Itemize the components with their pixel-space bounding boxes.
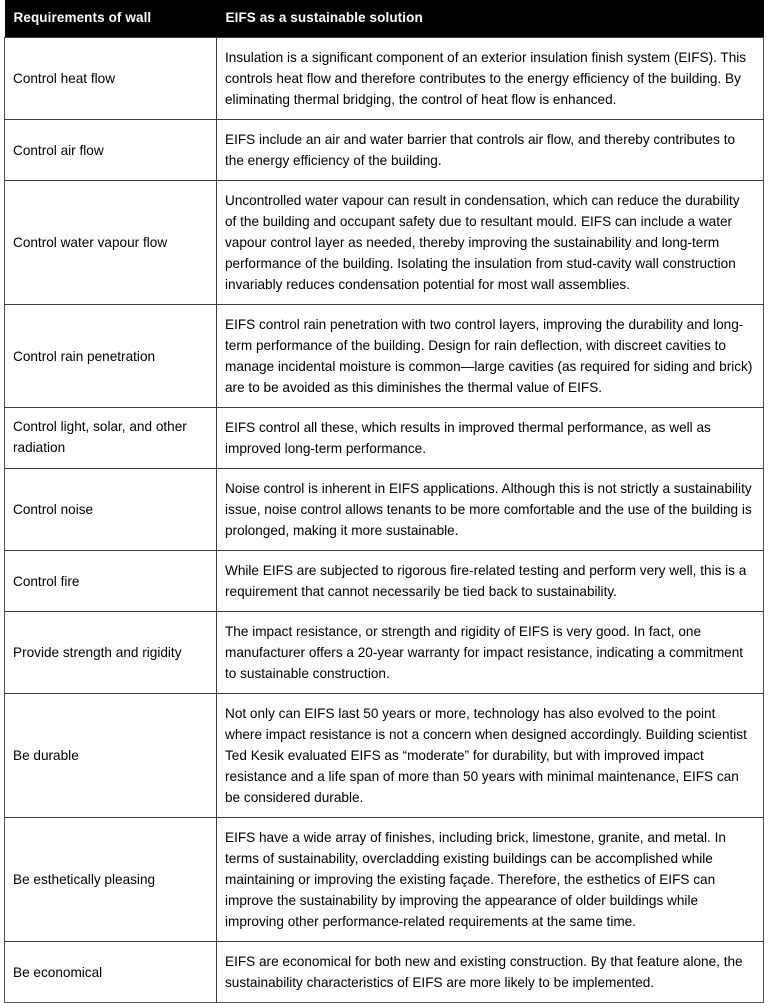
table-body — [5, 38, 764, 1003]
cell-requirement: Control rain penetration — [5, 305, 217, 408]
table-row — [5, 469, 764, 551]
cell-requirement: Control light, solar, and other radiation — [5, 408, 217, 469]
cell-requirement: Be economical — [5, 942, 217, 1003]
cell-solution: EIFS control all these, which results in improved thermal performance, as well as improved long-term performance. — [217, 408, 764, 469]
cell-requirement: Control fire — [5, 551, 217, 612]
table-header-row — [5, 0, 764, 38]
cell-requirement: Control air flow — [5, 120, 217, 181]
cell-solution: Uncontrolled water vapour can result in condensation, which can reduce the durability of the building and occupant safety due to resultant mould. EIFS can include a water vapour control layer as needed, thereby improving the sustainability and long-term performance of the building. Isolating the insulation from stud-cavity wall construction invariably reduces condensation potential for most wall assemblies. — [217, 181, 764, 305]
table-row — [5, 694, 764, 818]
requirements-table — [4, 0, 764, 1003]
cell-solution: EIFS control rain penetration with two control layers, improving the durability and long-term performance of the building. Design for rain deflection, with discreet cavities to manage incidental moisture is common—large cavities (as required for siding and brick) are to be avoided as this diminishes the thermal value of EIFS. — [217, 305, 764, 408]
table-row — [5, 942, 764, 1003]
cell-solution: Noise control is inherent in EIFS applications. Although this is not strictly a sustainability issue, noise control allows tenants to be more comfortable and the use of the building is prolonged, making it more sustainable. — [217, 469, 764, 551]
table-row — [5, 818, 764, 942]
table-row — [5, 181, 764, 305]
table-header — [5, 0, 764, 38]
cell-solution: The impact resistance, or strength and rigidity of EIFS is very good. In fact, one manufacturer offers a 20-year warranty for impact resistance, indicating a commitment to sustainable construction. — [217, 612, 764, 694]
cell-requirement: Be esthetically pleasing — [5, 818, 217, 942]
cell-solution: EIFS include an air and water barrier that controls air flow, and thereby contributes to the energy efficiency of the building. — [217, 120, 764, 181]
requirements-table-container — [4, 0, 764, 1003]
column-header-eifs-solution: EIFS as a sustainable solution — [217, 0, 764, 38]
table-row — [5, 408, 764, 469]
cell-requirement: Control heat flow — [5, 38, 217, 120]
cell-solution: EIFS have a wide array of finishes, including brick, limestone, granite, and metal. In terms of sustainability, overcladding existing buildings can be accomplished while maintaining or improving the existing façade. Therefore, the esthetics of EIFS can improve the sustainability by improving the appearance of older buildings while improving other performance-related requirements at the same time. — [217, 818, 764, 942]
column-header-requirements-of-wall: Requirements of wall — [5, 0, 217, 38]
table-row — [5, 305, 764, 408]
table-row — [5, 551, 764, 612]
cell-solution: EIFS are economical for both new and existing construction. By that feature alone, the sustainability characteristics of EIFS are more likely to be implemented. — [217, 942, 764, 1003]
cell-requirement: Provide strength and rigidity — [5, 612, 217, 694]
cell-solution: Not only can EIFS last 50 years or more, technology has also evolved to the point where impact resistance is not a concern when designed accordingly. Building scientist Ted Kesik evaluated EIFS as “moderate” for durability, but with improved impact resistance and a life span of more than 50 years with minimal maintenance, EIFS can be considered durable. — [217, 694, 764, 818]
cell-solution: While EIFS are subjected to rigorous fire-related testing and perform very well, this is a requirement that cannot necessarily be tied back to sustainability. — [217, 551, 764, 612]
table-row — [5, 612, 764, 694]
cell-requirement: Control water vapour flow — [5, 181, 217, 305]
cell-solution: Insulation is a significant component of an exterior insulation finish system (EIFS). This controls heat flow and therefore contributes to the energy efficiency of the building. By eliminating thermal bridging, the control of heat flow is enhanced. — [217, 38, 764, 120]
table-row — [5, 120, 764, 181]
table-row — [5, 38, 764, 120]
cell-requirement: Be durable — [5, 694, 217, 818]
cell-requirement: Control noise — [5, 469, 217, 551]
